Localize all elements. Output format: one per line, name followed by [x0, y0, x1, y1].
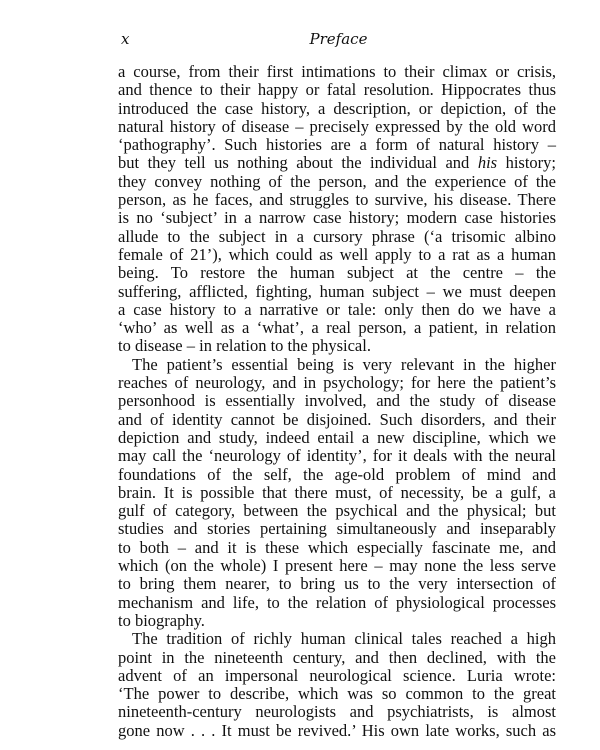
text-line: a course, from their first intimations to their climax or crisis,: [118, 62, 556, 81]
text-line: suffering, afflicted, fighting, human subject – we must deepen: [118, 281, 556, 301]
text-line: a case history to a narrative or tale: only then do we have a: [118, 299, 556, 319]
text-line: nineteenth-century neurologists and psychiatrists, is almost: [118, 702, 556, 722]
text-line: person, as he faces, and struggles to survive, his disease. There: [118, 190, 556, 210]
text-line: ‘The power to describe, which was so common to the great: [118, 684, 556, 704]
text-line: depiction and study, indeed entail a new discipline, which we: [118, 427, 556, 447]
text-line: mechanism and life, to the relation of physiological processes: [118, 592, 556, 612]
text-line: ‘who’ as well as a ‘what’, a real person, a patient, in relation: [118, 318, 556, 338]
text-line: foundations of the self, the age-old problem of mind and: [118, 464, 556, 484]
text-segment: but they tell us nothing about the individual and: [118, 153, 470, 173]
text-line: being. To restore the human subject at the centre – the: [118, 263, 556, 283]
text-line: point in the nineteenth century, and then declined, with the: [118, 647, 556, 667]
text-line: gone now . . . It must be revived.’ His own late works, such as: [118, 720, 556, 740]
text-line: allude to the subject in a cursory phrase (‘a trisomic albino: [118, 226, 556, 246]
running-title: Preface: [309, 30, 368, 48]
text-line: studies and stories pertaining simultaneously and inseparably: [118, 519, 556, 539]
italic-word: his: [477, 153, 498, 173]
text-segment: history;: [505, 153, 557, 173]
text-line: they convey nothing of the person, and the experience of the: [118, 171, 556, 191]
text-line: to bring them nearer, to bring us to the very intersection of: [118, 574, 556, 594]
text-line: and thence to their happy or fatal resolution. Hippocrates thus: [118, 80, 556, 100]
text-line: reaches of neurology, and in psychology; for here the patient’s: [118, 373, 556, 393]
body-text: [118, 63, 556, 740]
text-line: [118, 154, 556, 172]
page-header: [121, 30, 556, 54]
text-line: natural history of disease – precisely expressed by the old word: [118, 116, 556, 136]
text-line: introduced the case history, a description, or depiction, of the: [118, 98, 556, 118]
text-line: is no ‘subject’ in a narrow case history; modern case histories: [118, 208, 556, 228]
text-line: which (on the whole) I present here – may none the less serve: [118, 556, 556, 576]
text-line: may call the ‘neurology of identity’, for it deals with the neural: [118, 446, 556, 466]
text-line: to both – and it is these which especially fascinate me, and: [118, 537, 556, 557]
text-line: brain. It is possible that there must, of necessity, be a gulf, a: [118, 482, 556, 502]
text-line: ‘pathography’. Such histories are a form of natural history –: [118, 135, 556, 155]
text-line: to disease – in relation to the physical.: [118, 336, 371, 356]
page-number: x: [121, 30, 130, 48]
text-line: to biography.: [118, 610, 205, 630]
paragraph-start-line: The patient’s essential being is very relevant in the higher: [132, 354, 556, 374]
text-line: advent of an impersonal neurological science. Luria wrote:: [118, 665, 556, 685]
text-line: gulf of category, between the psychical and the physical; but: [118, 501, 556, 521]
text-line: personhood is essentially involved, and the study of disease: [118, 391, 556, 411]
text-line: female of 21’), which could as well apply to a rat as a human: [118, 244, 556, 264]
text-line: and of identity cannot be disjoined. Such disorders, and their: [118, 409, 556, 429]
paragraph-start-line: The tradition of richly human clinical tales reached a high: [132, 629, 556, 649]
